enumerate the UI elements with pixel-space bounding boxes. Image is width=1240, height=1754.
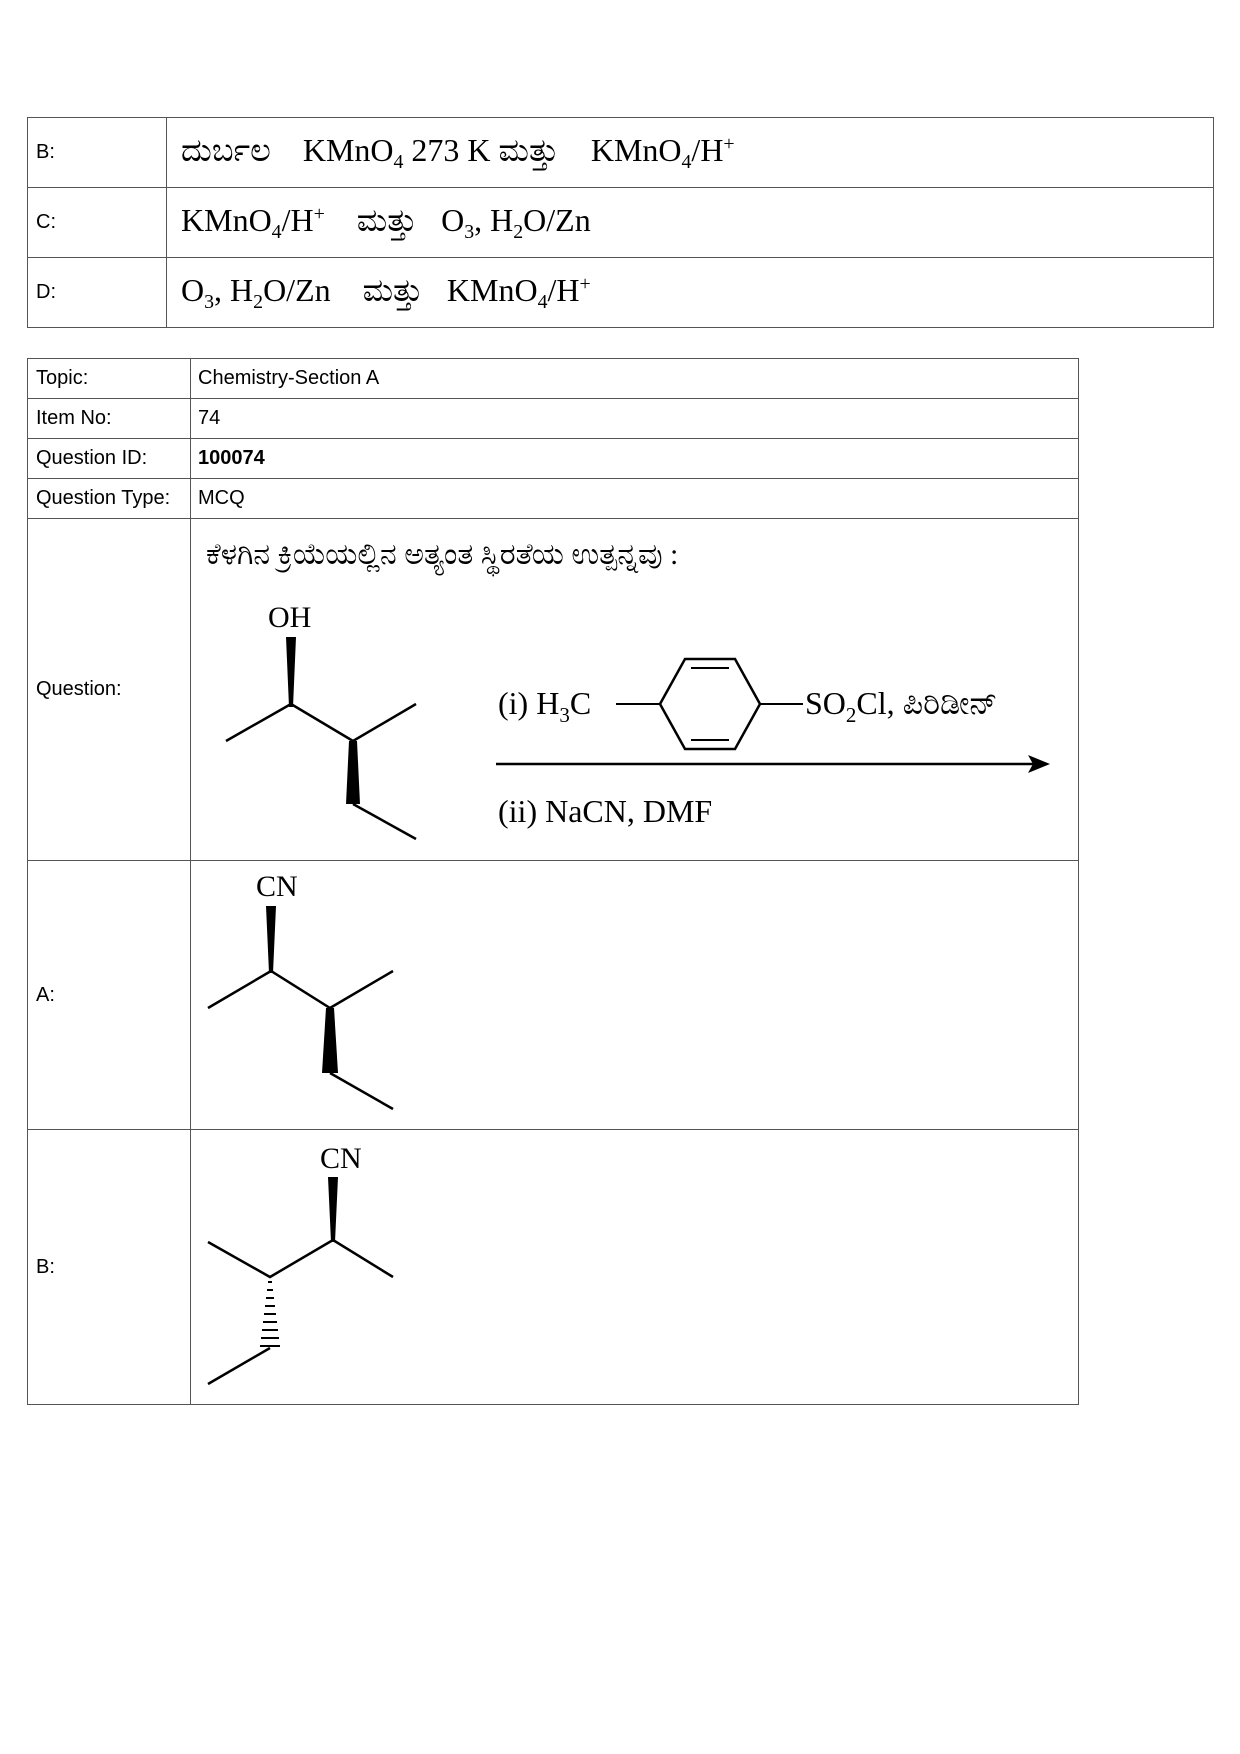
reagent-step-2: (ii) NaCN, DMF xyxy=(498,793,713,829)
question-type-row xyxy=(28,479,1079,519)
wedge-bond xyxy=(322,1008,338,1073)
option-label: B: xyxy=(28,118,167,188)
topic-value: Chemistry-Section A xyxy=(191,359,1079,399)
kannada-and: ಮತ್ತು xyxy=(356,201,418,238)
carbon-chain xyxy=(226,704,416,741)
question-row xyxy=(28,519,1079,861)
question-prompt: ಕೆಳಗಿನ ಕ್ರಿಯೆಯಲ್ಲಿನ ಅತ್ಯಂತ ಸ್ಥಿರತೆಯ ಉತ್ಪನ್ನವು : xyxy=(206,538,679,571)
answer-label: B: xyxy=(28,1130,191,1405)
reaction-scheme xyxy=(198,519,1078,854)
structure-a xyxy=(198,861,498,1123)
oh-group: OH xyxy=(268,601,312,634)
kannada-word: ದುರ್ಬಲ xyxy=(181,131,271,168)
option-row-d xyxy=(28,258,1214,328)
option-row-c xyxy=(28,188,1214,258)
sulfonyl-chloride-reagent: $SO_2Cl$, ಪಿರಿಡೀನ್ xyxy=(805,685,998,727)
wedge-bond xyxy=(346,741,360,804)
answer-body xyxy=(191,861,1079,1130)
question-id-value: 100074 xyxy=(191,439,1079,479)
cn-group: CN xyxy=(320,1142,362,1175)
question-label: Question: xyxy=(28,519,191,861)
answer-body xyxy=(191,1130,1079,1405)
option-text: KMnO$_4$/H+ ಮತ್ತು $O_3$, $H_2O/Zn$ xyxy=(167,188,1214,258)
question-type-value: MCQ xyxy=(191,479,1079,519)
item-value: 74 xyxy=(191,399,1079,439)
question-body xyxy=(191,519,1079,861)
kannada-and: ಮತ್ತು xyxy=(498,131,559,168)
answer-row-a xyxy=(28,861,1079,1130)
wedge-bond xyxy=(266,906,276,973)
question-id-row xyxy=(28,439,1079,479)
question-table xyxy=(27,358,1079,1405)
carbon-chain xyxy=(208,971,393,1008)
item-row xyxy=(28,399,1079,439)
option-label: D: xyxy=(28,258,167,328)
carbon-chain xyxy=(208,1240,393,1277)
answer-label: A: xyxy=(28,861,191,1130)
answer-row-b xyxy=(28,1130,1079,1405)
ethyl-bond xyxy=(353,804,416,839)
kannada-and: ಮತ್ತು xyxy=(362,271,423,308)
topic-label: Topic: xyxy=(28,359,191,399)
benzene-ring xyxy=(660,659,760,749)
option-text: ದುರ್ಬಲ KMnO$_4$ 273 K ಮತ್ತು KMnO$_4$/H+ xyxy=(167,118,1214,188)
option-label: C: xyxy=(28,188,167,258)
option-text: $O_3$, $H_2O/Zn$ ಮತ್ತು KMnO$_4$/H+ xyxy=(167,258,1214,328)
wedge-bond xyxy=(328,1177,338,1242)
topic-row xyxy=(28,359,1079,399)
item-label: Item No: xyxy=(28,399,191,439)
options-table-top xyxy=(27,117,1214,328)
wedge-bond xyxy=(286,637,296,707)
question-id-label: Question ID: xyxy=(28,439,191,479)
ring-inner xyxy=(668,687,678,704)
reagent-step-1: (i) $H_3C$ xyxy=(498,685,592,727)
hash-bond xyxy=(260,1282,280,1346)
cn-group: CN xyxy=(256,870,298,903)
structure-b xyxy=(198,1130,498,1398)
option-row-b xyxy=(28,118,1214,188)
ethyl-bond xyxy=(330,1073,393,1109)
question-type-label: Question Type: xyxy=(28,479,191,519)
ethyl-bond xyxy=(208,1348,270,1384)
